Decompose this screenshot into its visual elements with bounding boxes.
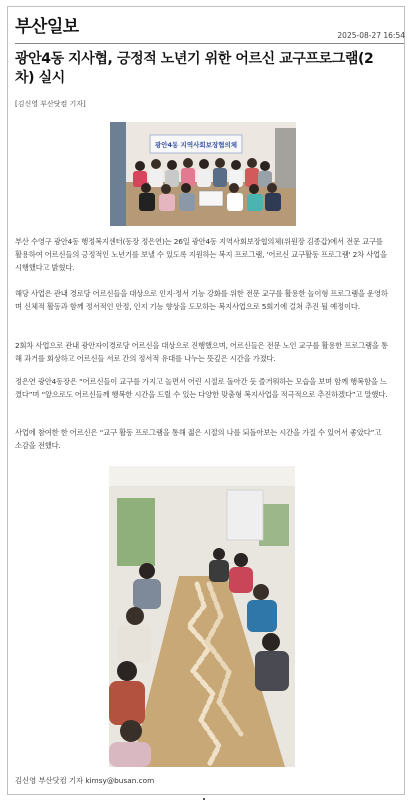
article-title: 광안4동 지사협, 긍정적 노년기 위한 어르신 교구프로그램(2차) 실시 bbox=[15, 51, 374, 86]
article-paragraph: 사업에 참여한 한 어르신은 “교구 활동 프로그램을 통해 젊은 시절의 나를 되돌아보는 시간을 가질 수 있어서 좋았다”고 소감을 전했다. bbox=[15, 428, 382, 450]
publish-date: 2025-08-27 16:54 bbox=[337, 31, 405, 40]
activity-photo bbox=[109, 466, 295, 767]
byline-top: [김신영 부산닷컴 기자] bbox=[15, 100, 86, 108]
newspaper-masthead[interactable]: 부산일보 bbox=[15, 17, 79, 37]
page-dot bbox=[203, 798, 205, 800]
banner-text: 광안4동 지역사회보장협의체 bbox=[154, 141, 238, 149]
group-photo bbox=[110, 122, 296, 226]
byline-bottom: 김신영 부산닷컴 기자 kimsy@busan.com bbox=[15, 776, 155, 785]
header-divider bbox=[15, 43, 404, 44]
article-paragraph: 부산 수영구 광안4동 행정복지센터(동장 정은연)는 26일 광안4동 지역사회보장협의체(위원장 김종갑)에서 전문 교구를 활용하여 어르신들의 긍정적인 노년기를 보낼 수 있도록 지원하는 복지 프로그램, '어르신 교구활동 프로그램' 2차 사업을 시행했다고 밝혔다. bbox=[15, 237, 387, 272]
article-paragraph: 해당 사업은 관내 경로당 어르신들을 대상으로 인지·정서 기능 강화를 위한 전문 교구를 활용한 놀이형 프로그램을 운영하며 신체적 활동과 함께 정서적인 안정, 인지 기능 향상을 도모하는 복지사업으로 5회기에 걸쳐 추진 될 예정이다. bbox=[15, 289, 388, 311]
article-paragraph: 2회차 사업으로 관내 광안자이경로당 어르신을 대상으로 진행했으며, 어르신들은 전문 노인 교구를 활용한 프로그램을 통해 과거를 회상하고 어르신들 서로 간의 정서적 유대를 나누는 뜻깊은 시간을 가졌다. bbox=[15, 341, 388, 363]
article-paragraph: 정은연 광안4동장은 “어르신들이 교구를 가지고 놀면서 어린 시절로 돌아간 듯 즐거워하는 모습을 보며 함께 행복함을 느꼈다”며 “앞으로도 어르신들께 행복한 시간을 드릴 수 있는 다양한 맞춤형 복지사업을 적극적으로 추진하겠다”고 말했다. bbox=[15, 377, 388, 399]
